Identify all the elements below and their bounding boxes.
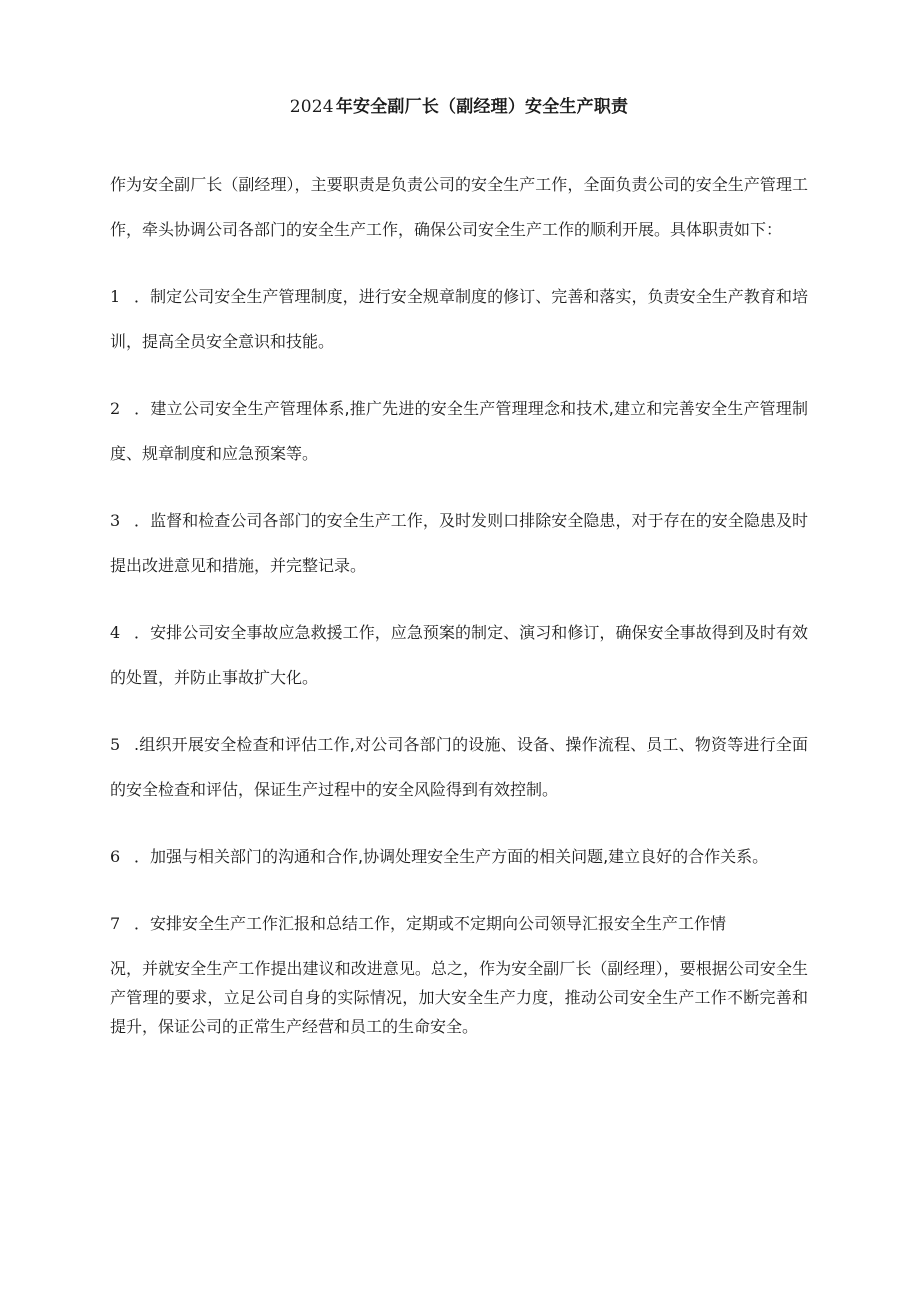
list-item [110,834,808,879]
list-item-text: ．制定公司安全生产管理制度，进行安全规章制度的修订、完善和落实，负责安全生产教育和培训，提高全员安全意识和技能。 [110,287,808,351]
list-item-text: ．安排安全生产工作汇报和总结工作，定期或不定期向公司领导汇报安全生产工作情 [134,914,727,933]
list-item-number: 4 [110,623,121,642]
list-item-number: 6 [110,847,121,866]
list-item-text: ．建立公司安全生产管理体系,推广先进的安全生产管理理念和技术,建立和完善安全生产管理制度、规章制度和应急预案等。 [110,399,808,463]
list-item-number: 3 [110,511,121,530]
document-title [110,92,808,122]
list-item [110,386,808,476]
list-item [110,901,808,946]
list-item-text: .组织开展安全检查和评估工作,对公司各部门的设施、设备、操作流程、员工、物资等进行全面的安全检查和评估，保证生产过程中的安全风险得到有效控制。 [110,735,808,799]
list-item-number: 5 [110,735,121,754]
closing-paragraph: 况，并就安全生产工作提出建议和改进意见。总之，作为安全副厂长（副经理），要根据公司安全生产管理的要求，立足公司自身的实际情况，加大安全生产力度，推动公司安全生产工作不断完善和提升，保证公司的正常生产经营和员工的生命安全。 [110,959,808,1036]
list-item [110,722,808,812]
title-text: 年安全副厂长（副经理）安全生产职责 [335,97,629,117]
list-item [110,274,808,364]
title-year: 2024 [289,97,334,117]
list-item-number: 2 [110,399,121,418]
list-item-text: ．监督和检查公司各部门的安全生产工作，及时发则口排除安全隐患，对于存在的安全隐患及时提出改进意见和措施，并完整记录。 [110,511,808,575]
list-item-number: 7 [110,914,121,933]
list-item-text: ．加强与相关部门的沟通和合作,协调处理安全生产方面的相关问题,建立良好的合作关系。 [134,847,769,866]
document-page [110,92,808,1041]
list-item-number: 1 [110,287,121,306]
list-item [110,610,808,700]
list-item [110,498,808,588]
intro-paragraph: 作为安全副厂长（副经理），主要职责是负责公司的安全生产工作，全面负责公司的安全生产管理工作，牵头协调公司各部门的安全生产工作，确保公司安全生产工作的顺利开展。具体职责如下： [110,175,808,239]
list-item-text: ．安排公司安全事故应急救援工作，应急预案的制定、演习和修订，确保安全事故得到及时有效的处置，并防止事故扩大化。 [110,623,808,687]
